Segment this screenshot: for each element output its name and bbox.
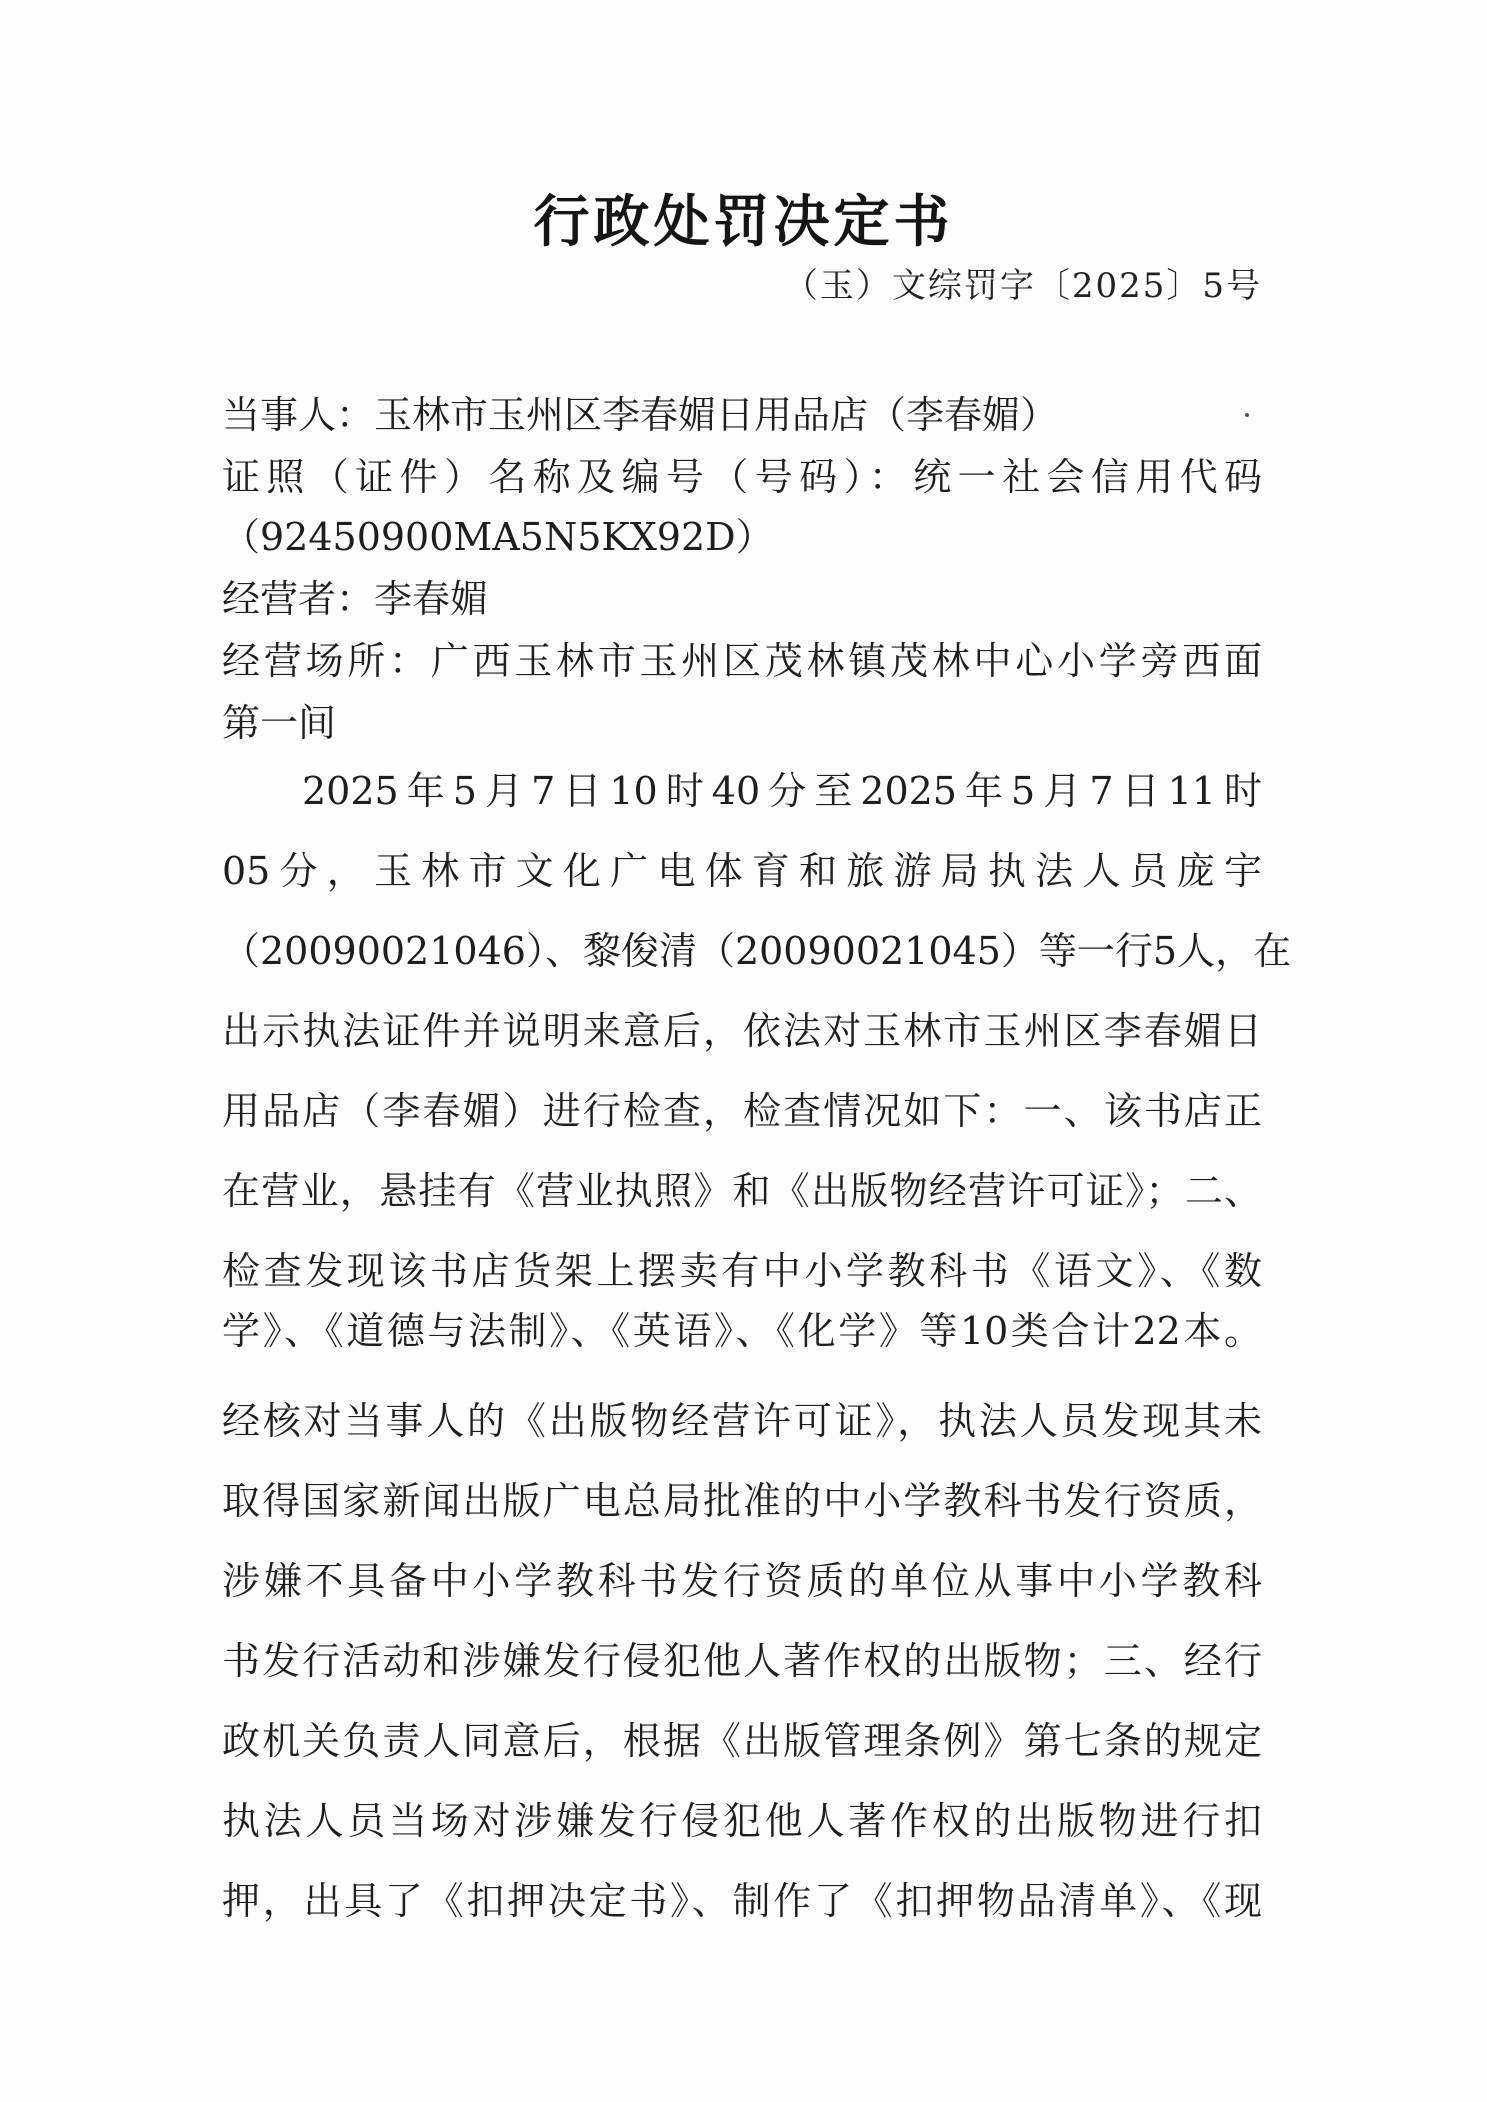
body-line: 05分，玉林市文化广电体育和旅游局执法人员庞宇 [222,849,1262,893]
body-line: 政机关负责人同意后，根据《出版管理条例》第七条的规定 [222,1719,1262,1763]
body-line: 检查发现该书店货架上摆卖有中小学教科书《语文》、《数 [222,1249,1262,1293]
premises-line: 经营场所：广西玉林市玉州区茂林镇茂林中心小学旁西面 [222,639,1262,683]
document-number: （玉）文综罚字〔2025〕5号 [783,266,1262,306]
body-line: 在营业，悬挂有《营业执照》和《出版物经营许可证》；二、 [222,1169,1262,1213]
body-line: 取得国家新闻出版广电总局批准的中小学教科书发行资质， [222,1479,1262,1523]
scan-speck [1245,413,1249,417]
license-line: 证照（证件）名称及编号（号码）：统一社会信用代码 [222,455,1262,499]
body-line: 书发行活动和涉嫌发行侵犯他人著作权的出版物；三、经行 [222,1639,1262,1683]
body-line: 押，出具了《扣押决定书》、制作了《扣押物品清单》、《现 [222,1879,1262,1923]
body-line: 2025年5月7日10时40分至2025年5月7日11时 [302,769,1262,813]
body-line: （20090021046）、黎俊清（20090021045）等一行5人，在 [222,929,1292,973]
operator-line: 经营者：李春媚 [222,577,489,621]
body-line: 出示执法证件并说明来意后，依法对玉林市玉州区李春媚日 [222,1009,1262,1053]
body-line: 执法人员当场对涉嫌发行侵犯他人著作权的出版物进行扣 [222,1799,1262,1843]
premises-line-cont: 第一间 [222,701,337,745]
body-line: 经核对当事人的《出版物经营许可证》，执法人员发现其未 [222,1399,1262,1443]
document-title: 行政处罚决定书 [533,189,954,255]
party-line: 当事人：玉林市玉州区李春媚日用品店（李春媚） [222,393,1059,437]
body-line: 用品店（李春媚）进行检查，检查情况如下：一、该书店正 [222,1089,1262,1133]
credit-code-line: （92450900MA5N5KX92D） [222,515,774,559]
body-line: 学》、《道德与法制》、《英语》、《化学》等10类合计22本。 [222,1309,1262,1353]
body-line: 涉嫌不具备中小学教科书发行资质的单位从事中小学教科 [222,1559,1262,1603]
